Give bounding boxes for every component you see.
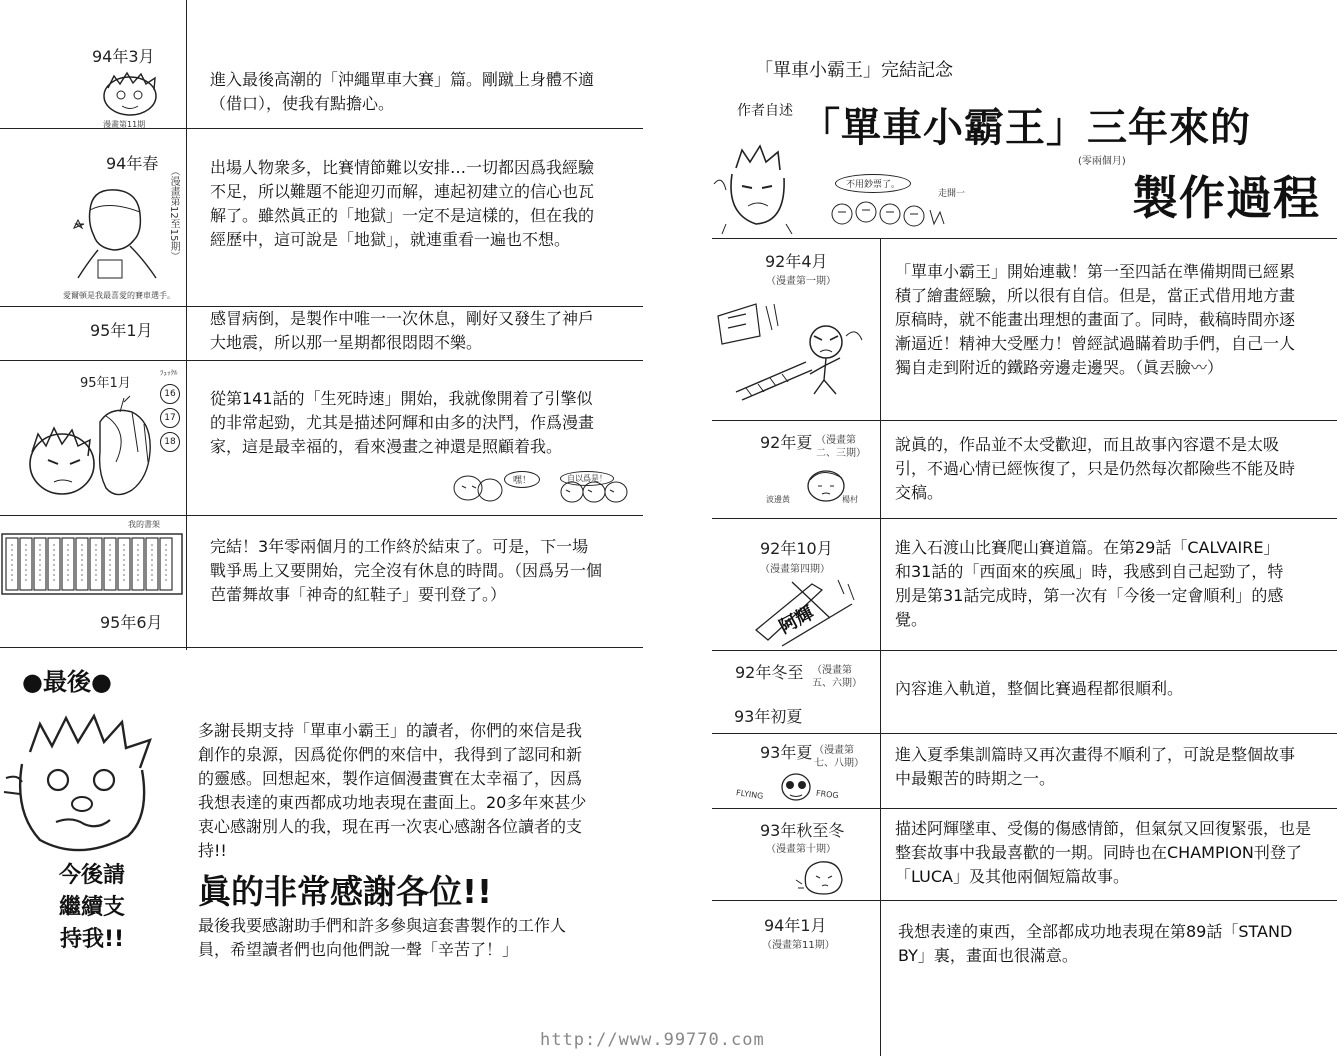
- entry-date: 92年10月: [760, 539, 833, 558]
- face-sketch: [794, 856, 854, 896]
- speech-bubble: 嘿！: [504, 471, 540, 488]
- entry-issue-vertical: （漫畫第12至15期）: [168, 166, 179, 262]
- entry-date: 93年秋至冬: [760, 821, 845, 840]
- entry-text: 進入夏季集訓篇時又再次畫得不順利了，可說是整個故事中最艱苦的時期之一。: [895, 745, 1296, 788]
- thanks-side-note: [46, 860, 138, 956]
- entry-issue: （漫畫第一期）: [766, 276, 836, 287]
- entry-date: 95年1月: [80, 376, 131, 391]
- speech-note: 走開一: [938, 189, 966, 199]
- sketch-label: 波邊黃: [766, 495, 790, 504]
- author-label: 作者自述: [737, 103, 793, 119]
- entry-date: 93年初夏: [734, 707, 803, 726]
- entry-date: 92年4月: [765, 252, 828, 271]
- entry-issue: （漫畫第七、八期）: [814, 745, 864, 769]
- sketch-label: FLYING: [735, 788, 764, 801]
- entry-issue: （漫畫第十期）: [766, 844, 836, 855]
- title-note: (零兩個月): [1078, 156, 1126, 167]
- entry-date: 94年3月: [92, 47, 155, 66]
- entry-date: 93年夏: [760, 743, 813, 762]
- crowd-sketch: [830, 196, 950, 236]
- entry-text: 從第141話的「生死時速」開始，我就像開着了引擎似的非常起勁，尤其是描述阿輝和由多的決鬥，作爲漫畫家，這是最幸福的，看來漫畫之神還是照顧着我。: [210, 389, 595, 456]
- sketch-sign: 阿輝: [775, 602, 818, 639]
- left-row-divider: [0, 128, 643, 129]
- left-row-divider: [0, 647, 643, 648]
- entry-text: 感冒病倒，是製作中唯一一次休息，剛好又發生了神戶大地震，所以那一星期都很悶悶不樂。: [210, 309, 595, 352]
- railway-sketch: [716, 296, 876, 406]
- final-paragraph: 最後我要感謝助手們和許多參與這套書製作的工作人員，希望讀者們也向他們說一聲「辛苦了！」: [198, 916, 567, 959]
- entry-date: 94年春: [106, 154, 159, 173]
- entry-text: 出場人物衆多，比賽情節難以安排…一切都因爲我經驗不足，所以難題不能迎刃而解，連起初建立的信心也瓦解了。雖然眞正的「地獄」一定不是這樣的，但在我的經歷中，這可說是「地獄」，就連重看一遍也不想。: [210, 158, 595, 249]
- entry-date: 92年夏: [760, 433, 813, 452]
- speech-bubble: 自以爲是！: [560, 471, 614, 486]
- left-row-divider: [0, 360, 643, 361]
- entry-text: 進入石渡山比賽爬山賽道篇。在第29話「CALVAIRE」和31話的「西面來的疾風」時，我感到自己起勁了，特別是第31話完成時，第一次有「今後一定會順利」的感覺。: [895, 538, 1284, 629]
- entry-date: 92年冬至: [735, 663, 804, 682]
- face-sketch: [100, 68, 162, 120]
- entry-text: 內容進入軌道，整個比賽過程都很順利。: [895, 679, 1184, 698]
- sketch-caption: 我的書架: [128, 520, 160, 529]
- right-row-divider: [712, 420, 1337, 421]
- entry-date: 95年6月: [100, 613, 163, 632]
- entry-text: 「單車小霸王」開始連載！第一至四話在準備期間已經累積了繪畫經驗，所以很有自信。但是，當正式借用地方畫原稿時，就不能畫出理想的畫面了。同時，截稿時間亦逐漸逼近！精神大受壓力！曾經試過瞞着助手們，自己一人獨自走到附近的鐵路旁邊走邊哭。（眞丟臉〰）: [895, 262, 1296, 377]
- chapter-tag: 18: [160, 432, 180, 452]
- speech-bubble: 不用鈔票了。: [835, 174, 911, 193]
- entry-issue: （漫畫第四期）: [760, 564, 830, 575]
- page-marker: ﾌｭｯｸﾙ: [160, 369, 178, 377]
- entry-date: 94年1月: [764, 916, 827, 935]
- frog-face-sketch: [776, 770, 816, 804]
- right-row-divider: [712, 900, 1337, 901]
- chapter-tag: 16: [160, 384, 180, 404]
- sketch-caption: 愛爾頓是我最喜愛的賽車選手。: [63, 291, 175, 300]
- portrait-sketch: [68, 180, 163, 280]
- entry-date: 95年1月: [90, 321, 153, 340]
- side-note-line: 持我!!: [59, 927, 125, 952]
- chapter-tags: [160, 368, 182, 452]
- entry-text: 說眞的，作品並不太受歡迎，而且故事內容還不是太吸引，不過心情已經恢復了，只是仍然每次都險些不能及時交稿。: [895, 435, 1296, 502]
- sketch-label: FROG: [815, 788, 840, 801]
- side-note-line: 今後請: [58, 863, 125, 888]
- final-paragraph: 多謝長期支持「單車小霸王」的讀者，你們的來信是我創作的泉源，因爲從你們的來信中，我得到了認同和新的靈感。回想起來，製作這個漫畫實在太幸福了，因爲我想表達的東西都成功地表現在畫面上。20多年來甚少衷心感謝別人的我，現在再一次衷心感謝各位讀者的支持!!: [198, 721, 587, 860]
- right-row-divider: [712, 808, 1337, 809]
- left-column-divider: [186, 0, 187, 650]
- entry-text: 我想表達的東西，全部都成功地表現在第89話「STANDBY」裏，畫面也很滿意。: [898, 922, 1293, 965]
- sketch-label: 楊村: [842, 495, 858, 504]
- entry-text: 描述阿輝墜車、受傷的傷感情節，但氣氛又回復緊張，也是整套故事中我最喜歡的一期。同時也在CHAMPION刊登了「LUCA」及其他兩個短篇故事。: [895, 819, 1312, 886]
- source-watermark: http://www.99770.com: [540, 1030, 765, 1050]
- entry-text: 進入最後高潮的「沖繩單車大賽」篇。剛蹴上身體不適（借口），使我有點擔心。: [210, 70, 595, 113]
- final-heading: ●最後●: [22, 668, 112, 696]
- author-face-sketch: [0, 712, 165, 860]
- title-face-sketch: [712, 140, 802, 235]
- entry-issue: （漫畫第二、三期）: [816, 435, 866, 459]
- page-title: 「單車小霸王」三年來的: [800, 105, 1251, 151]
- kicker: 「單車小霸王」完結記念: [755, 60, 953, 81]
- right-row-divider: [712, 733, 1337, 734]
- sketch-caption: 漫畫第11期: [103, 120, 146, 129]
- entry-issue: （漫畫第五、六期）: [812, 665, 862, 689]
- right-row-divider: [712, 518, 1337, 519]
- page-subtitle: 製作過程: [1132, 171, 1320, 225]
- bookshelf-sketch: [0, 530, 186, 600]
- entry-issue: （漫畫第11期）: [762, 940, 835, 951]
- duel-sketch: [20, 392, 160, 512]
- right-row-divider: [712, 650, 1337, 651]
- chapter-tag: 17: [160, 408, 180, 428]
- right-column-divider: [880, 238, 881, 1056]
- right-title-divider: [712, 238, 1337, 239]
- entry-text: 完結！3年零兩個月的工作終於結束了。可是，下一場戰爭馬上又要開始，完全沒有休息的時間。（因爲另一個芭蕾舞故事「神奇的紅鞋子」要刊登了。）: [210, 537, 603, 604]
- big-thanks: 眞的非常感謝各位!!: [198, 872, 493, 911]
- left-row-divider: [0, 515, 643, 516]
- side-note-line: 繼續支: [58, 895, 125, 920]
